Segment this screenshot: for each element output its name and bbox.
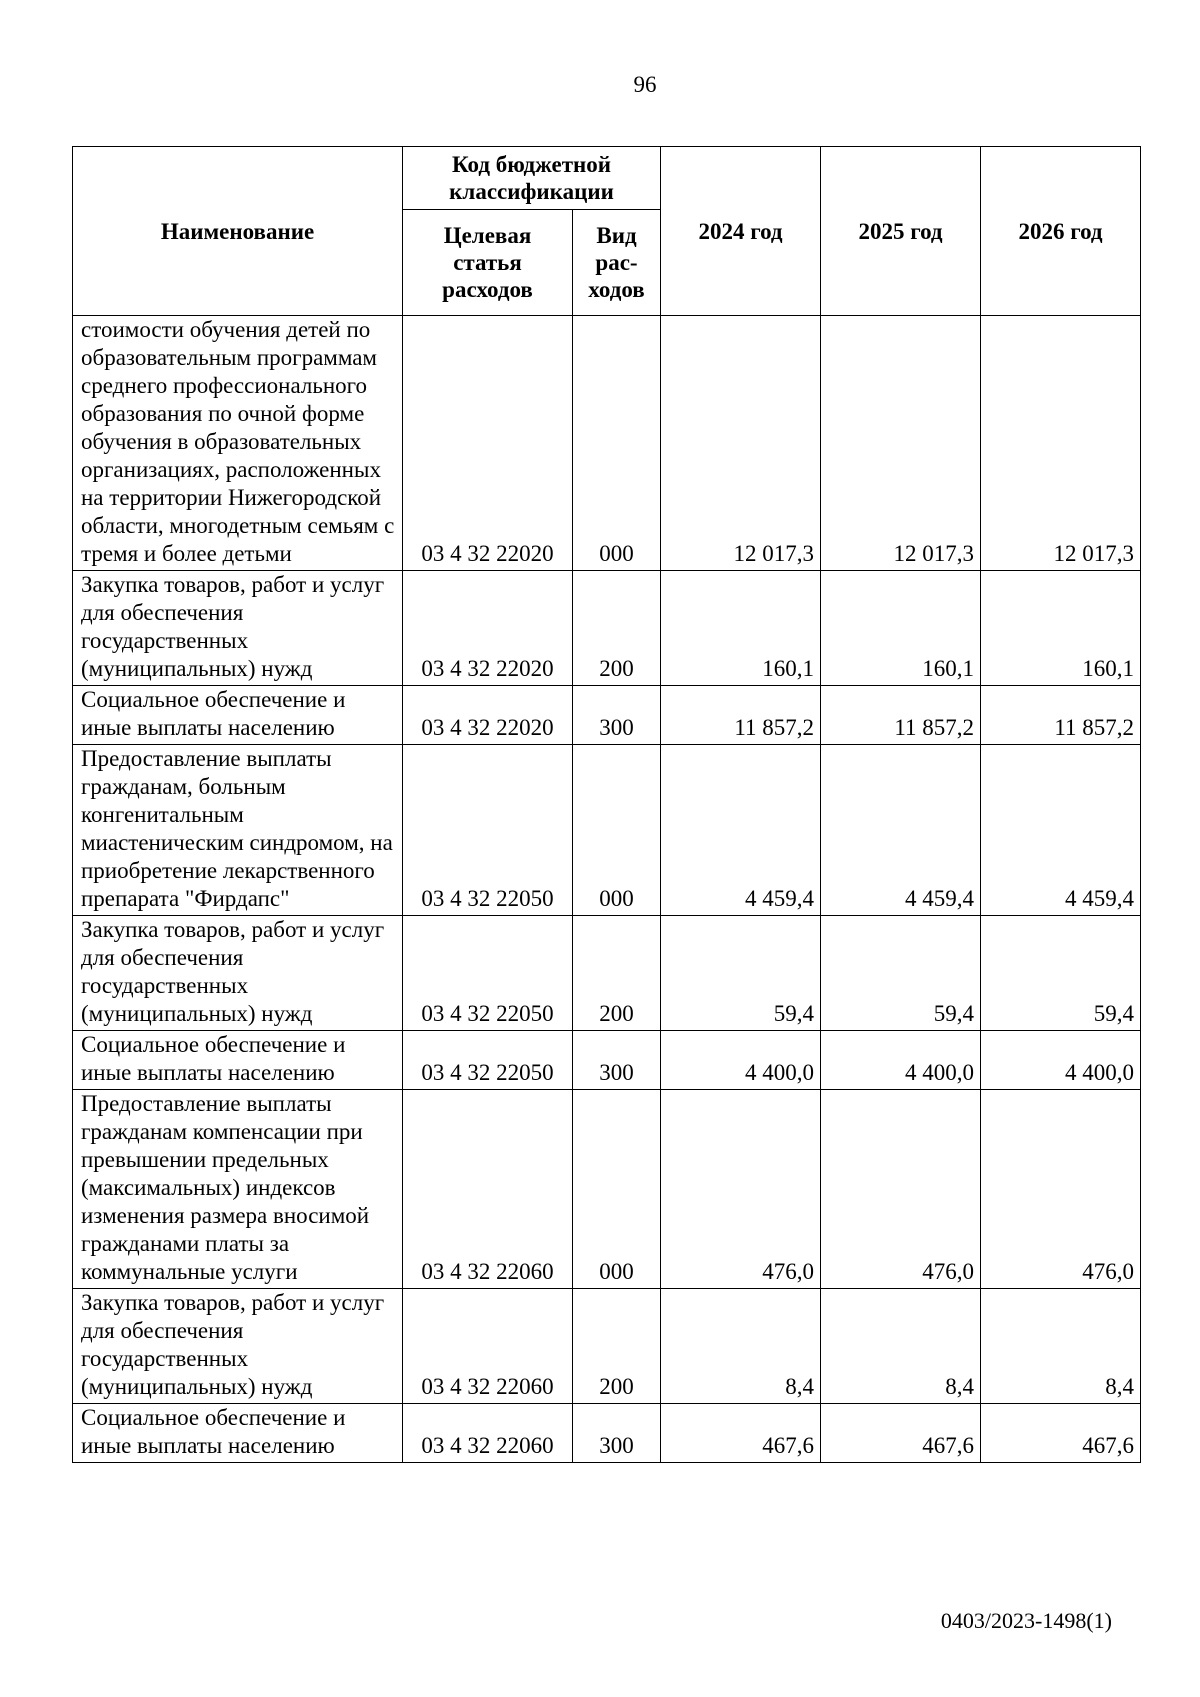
row-expense-type: 300 [573,686,661,745]
row-value-2024: 59,4 [661,916,821,1031]
row-value-2026: 4 400,0 [981,1031,1141,1090]
table-header [73,147,1141,316]
row-value-2026: 12 017,3 [981,316,1141,571]
row-value-2024: 4 459,4 [661,745,821,916]
row-name: Социальное обеспечение и иные выплаты населению [73,1404,403,1463]
row-value-2024: 160,1 [661,571,821,686]
row-value-2026: 59,4 [981,916,1141,1031]
row-value-2025: 59,4 [821,916,981,1031]
row-target-article: 03 4 32 22060 [403,1404,573,1463]
row-name: Закупка товаров, работ и услуг для обеспечения государственных (муниципальных) нужд [73,571,403,686]
row-value-2026: 160,1 [981,571,1141,686]
row-value-2025: 8,4 [821,1289,981,1404]
row-expense-type: 300 [573,1031,661,1090]
row-value-2026: 4 459,4 [981,745,1141,916]
row-name: Предоставление выплаты гражданам, больным конгенитальным миастеническим синдромом, на приобретение лекарственного препарата "Фирдапс" [73,745,403,916]
row-expense-type: 000 [573,316,661,571]
table-row [73,1404,1141,1463]
table-body [73,316,1141,1463]
row-value-2026: 8,4 [981,1289,1141,1404]
row-value-2025: 4 400,0 [821,1031,981,1090]
row-value-2025: 11 857,2 [821,686,981,745]
header-kbk-group: Код бюджетной классификации [403,147,661,210]
document-number: 0403/2023-1498(1) [940,1608,1112,1633]
row-name: Социальное обеспечение и иные выплаты населению [73,1031,403,1090]
row-value-2024: 4 400,0 [661,1031,821,1090]
row-expense-type: 000 [573,1090,661,1289]
table-row [73,571,1141,686]
header-target-article: Целевая статья расходов [403,210,573,316]
row-value-2024: 467,6 [661,1404,821,1463]
table-row [73,1090,1141,1289]
row-name: Предоставление выплаты гражданам компенсации при превышении предельных (максимальных) индексов изменения размера вносимой гражданами платы за коммунальные услуги [73,1090,403,1289]
row-value-2026: 476,0 [981,1090,1141,1289]
row-target-article: 03 4 32 22020 [403,686,573,745]
row-value-2025: 476,0 [821,1090,981,1289]
row-target-article: 03 4 32 22020 [403,571,573,686]
row-value-2026: 11 857,2 [981,686,1141,745]
table-row [73,686,1141,745]
row-value-2025: 467,6 [821,1404,981,1463]
row-target-article: 03 4 32 22060 [403,1090,573,1289]
header-expense-type: Вид рас-ходов [573,210,661,316]
row-expense-type: 200 [573,916,661,1031]
row-value-2026: 467,6 [981,1404,1141,1463]
row-target-article: 03 4 32 22050 [403,745,573,916]
header-name: Наименование [73,147,403,316]
row-target-article: 03 4 32 22060 [403,1289,573,1404]
table-row [73,916,1141,1031]
row-expense-type: 000 [573,745,661,916]
page-number: 96 [633,72,657,97]
row-target-article: 03 4 32 22050 [403,1031,573,1090]
row-value-2025: 4 459,4 [821,745,981,916]
row-value-2024: 476,0 [661,1090,821,1289]
table-row [73,316,1141,571]
row-expense-type: 200 [573,1289,661,1404]
header-year-2025: 2025 год [821,147,981,316]
row-value-2025: 160,1 [821,571,981,686]
row-value-2024: 8,4 [661,1289,821,1404]
budget-table [72,146,1141,1463]
row-value-2024: 12 017,3 [661,316,821,571]
row-name: Социальное обеспечение и иные выплаты населению [73,686,403,745]
table-row [73,745,1141,916]
row-name: стоимости обучения детей по образовательным программам среднего профессионального образования по очной форме обучения в образовательных организациях, расположенных на территории Нижегородской области, многодетным семьям с тремя и более детьми [73,316,403,571]
row-expense-type: 300 [573,1404,661,1463]
header-year-2024: 2024 год [661,147,821,316]
row-name: Закупка товаров, работ и услуг для обеспечения государственных (муниципальных) нужд [73,916,403,1031]
table-row [73,1289,1141,1404]
row-target-article: 03 4 32 22020 [403,316,573,571]
row-name: Закупка товаров, работ и услуг для обеспечения государственных (муниципальных) нужд [73,1289,403,1404]
row-expense-type: 200 [573,571,661,686]
table-row [73,1031,1141,1090]
row-value-2024: 11 857,2 [661,686,821,745]
header-year-2026: 2026 год [981,147,1141,316]
row-target-article: 03 4 32 22050 [403,916,573,1031]
row-value-2025: 12 017,3 [821,316,981,571]
